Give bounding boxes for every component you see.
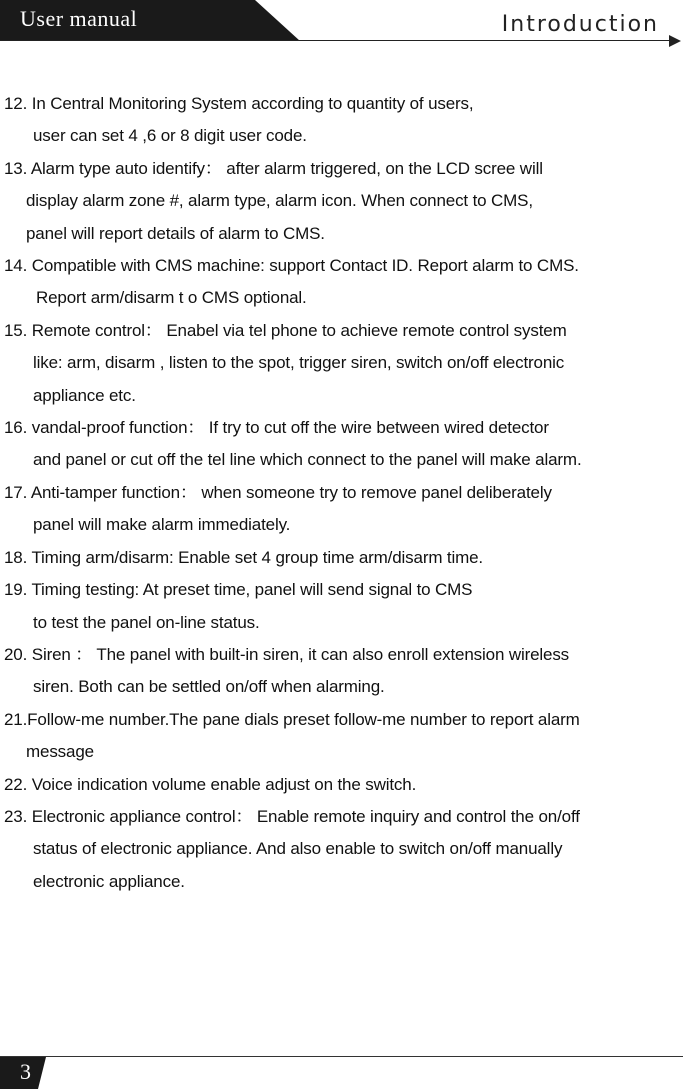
- item-line: like: arm, disarm , listen to the spot, trigger siren, switch on/off electronic: [33, 353, 565, 373]
- feature-item-22: [4, 769, 679, 801]
- manual-title: User manual: [20, 6, 138, 31]
- feature-list: [4, 88, 679, 898]
- item-line: 22. Voice indication volume enable adjust on the switch.: [4, 774, 417, 794]
- feature-item-18: [4, 542, 679, 574]
- item-line: 18. Timing arm/disarm: Enable set 4 group time arm/disarm time.: [4, 547, 484, 567]
- item-line: panel will report details of alarm to CMS.: [26, 223, 325, 243]
- item-line: 16. vandal-proof function： If try to cut off the wire between wired detector: [4, 418, 549, 438]
- feature-item-13: [4, 153, 679, 250]
- item-line: and panel or cut off the tel line which connect to the panel will make alarm.: [33, 450, 582, 470]
- item-line: appliance etc.: [33, 385, 136, 405]
- feature-item-12: [4, 88, 679, 153]
- item-line: 21.Follow-me number.The pane dials preset follow-me number to report alarm: [4, 709, 580, 729]
- item-line: 17. Anti-tamper function： when someone try to remove panel deliberately: [4, 482, 552, 502]
- item-line: 12. In Central Monitoring System according to quantity of users,: [4, 94, 474, 113]
- arrow-right-icon: [669, 35, 681, 47]
- item-line: 15. Remote control： Enabel via tel phone to achieve remote control system: [4, 320, 567, 340]
- item-line: user can set 4 ,6 or 8 digit user code.: [33, 126, 307, 146]
- feature-item-20: [4, 639, 679, 704]
- section-title: Introduction: [501, 12, 659, 37]
- item-line: status of electronic appliance. And also enable to switch on/off manually: [33, 839, 563, 859]
- item-line: to test the panel on-line status.: [33, 612, 260, 632]
- feature-item-15: [4, 315, 679, 412]
- header-rule: [0, 40, 672, 41]
- item-line: 19. Timing testing: At preset time, panel will send signal to CMS: [4, 580, 473, 600]
- page-number: 3: [20, 1059, 31, 1084]
- feature-item-14: [4, 250, 679, 315]
- item-line: message: [26, 742, 94, 762]
- feature-item-17: [4, 477, 679, 542]
- item-line: 14. Compatible with CMS machine: support Contact ID. Report alarm to CMS.: [4, 256, 579, 276]
- item-line: 23. Electronic appliance control： Enable remote inquiry and control the on/off: [4, 806, 580, 826]
- feature-item-21: [4, 704, 679, 769]
- feature-item-19: [4, 574, 679, 639]
- feature-item-16: [4, 412, 679, 477]
- item-line: display alarm zone #, alarm type, alarm icon. When connect to CMS,: [26, 191, 533, 211]
- item-line: 13. Alarm type auto identify： after alarm triggered, on the LCD scree will: [4, 158, 543, 178]
- item-line: siren. Both can be settled on/off when alarming.: [33, 677, 385, 697]
- footer-rule: [0, 1056, 683, 1057]
- item-line: electronic appliance.: [33, 871, 185, 891]
- feature-item-23: [4, 801, 679, 898]
- item-line: Report arm/disarm t o CMS optional.: [36, 288, 307, 308]
- item-line: 20. Siren ： The panel with built-in siren, it can also enroll extension wireless: [4, 644, 570, 664]
- item-line: panel will make alarm immediately.: [33, 515, 291, 535]
